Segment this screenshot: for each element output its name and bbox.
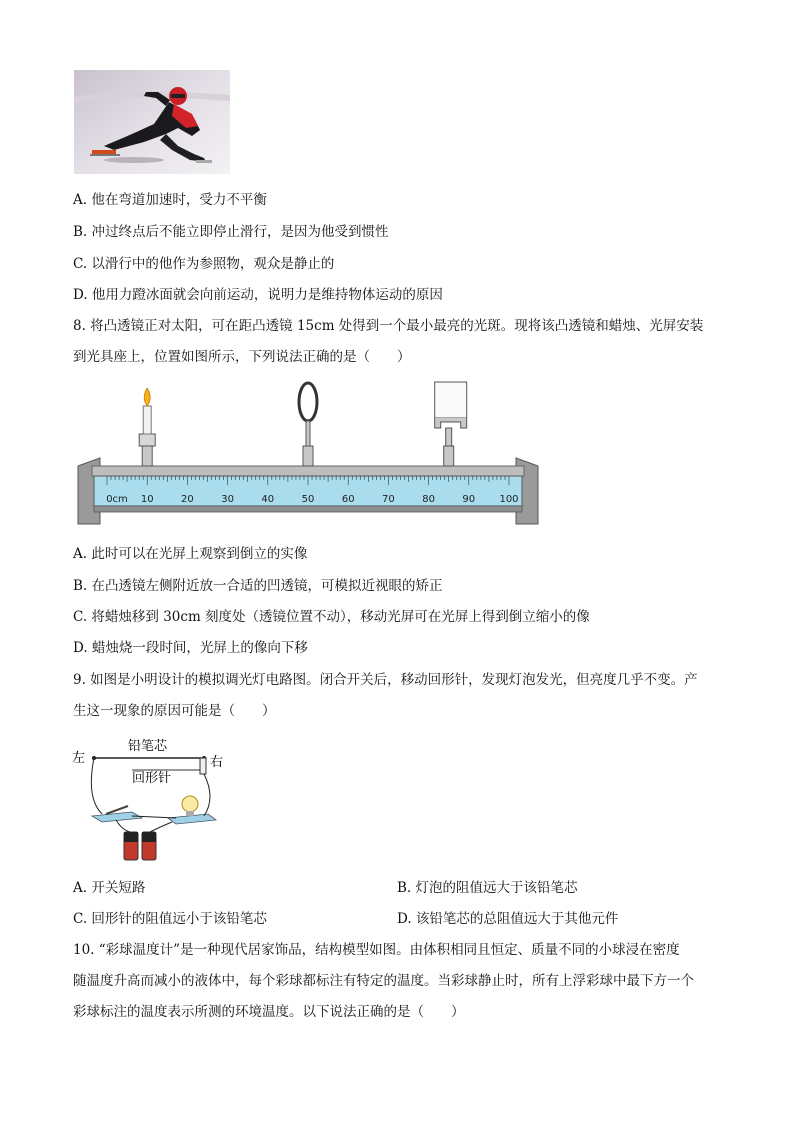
scale-label: 0cm — [106, 494, 128, 505]
scale-label: 10 — [140, 494, 154, 505]
q8-option-a: A. 此时可以在光屏上观察到倒立的实像 — [73, 546, 308, 562]
candle — [139, 388, 155, 466]
label-left: 左 — [72, 751, 86, 766]
q9-option-a: A. 开关短路 — [73, 880, 146, 896]
optical-bench-figure — [72, 378, 546, 530]
q8-stem-line1: 8. 将凸透镜正对太阳，可在距凸透镜 15cm 处得到一个最小最亮的光斑。现将该凸透镜和蜡烛、光屏安装 — [73, 318, 704, 334]
light-screen — [435, 382, 467, 466]
convex-lens — [299, 383, 317, 466]
q9-stem-line2: 生这一现象的原因可能是（ ） — [73, 703, 276, 719]
label-pencil-lead: 铅笔芯 — [128, 739, 168, 754]
scale-label: 90 — [462, 494, 476, 505]
q7-option-d: D. 他用力蹬冰面就会向前运动，说明力是维持物体运动的原因 — [73, 287, 443, 303]
scale-label: 70 — [382, 494, 395, 505]
q7-option-c: C. 以滑行中的他作为参照物，观众是静止的 — [73, 256, 335, 272]
scale-label: 40 — [261, 494, 275, 505]
q8-stem-line2: 到光具座上，位置如图所示，下列说法正确的是（ ） — [73, 349, 411, 365]
q9-stem-line1: 9. 如图是小明设计的模拟调光灯电路图。闭合开关后，移动回形针，发现灯泡发光，但亮度几乎不变。产 — [73, 672, 698, 688]
q8-option-c: C. 将蜡烛移到 30cm 刻度处（透镜位置不动），移动光屏可在光屏上得到倒立缩小的像 — [73, 609, 590, 625]
q10-stem-line2: 随温度升高而减小的液体中，每个彩球都标注有特定的温度。当彩球静止时，所有上浮彩球中最下方一个 — [73, 973, 694, 989]
q10-stem-line3: 彩球标注的温度表示所测的环境温度。以下说法正确的是（ ） — [73, 1004, 465, 1020]
label-right: 右 — [210, 755, 224, 770]
q9-option-d: D. 该铅笔芯的总阻值远大于其他元件 — [397, 911, 619, 927]
scale-label: 50 — [301, 494, 315, 505]
q8-option-d: D. 蜡烛烧一段时间，光屏上的像向下移 — [73, 640, 308, 656]
label-paper-clip: 回形针 — [132, 771, 172, 786]
scale-label: 20 — [181, 494, 194, 505]
q7-option-a: A. 他在弯道加速时，受力不平衡 — [73, 192, 267, 208]
q10-stem-line1: 10. “彩球温度计”是一种现代居家饰品，结构模型如图。由体积相同且恒定、质量不同的小球浸在密度 — [73, 942, 680, 958]
q9-option-c: C. 回形针的阻值远小于该铅笔芯 — [73, 911, 267, 927]
scale-label: 60 — [341, 494, 355, 505]
q7-option-b: B. 冲过终点后不能立即停止滑行，是因为他受到惯性 — [73, 224, 389, 240]
scale-label: 30 — [221, 494, 234, 505]
scale-label: 80 — [422, 494, 435, 505]
q8-option-b: B. 在凸透镜左侧附近放一合适的凹透镜，可模拟近视眼的矫正 — [73, 578, 443, 594]
scale-label: 100 — [499, 494, 519, 505]
q9-option-b: B. 灯泡的阻值远大于该铅笔芯 — [397, 880, 578, 896]
skater-photo — [74, 70, 230, 174]
circuit-figure — [72, 738, 232, 862]
